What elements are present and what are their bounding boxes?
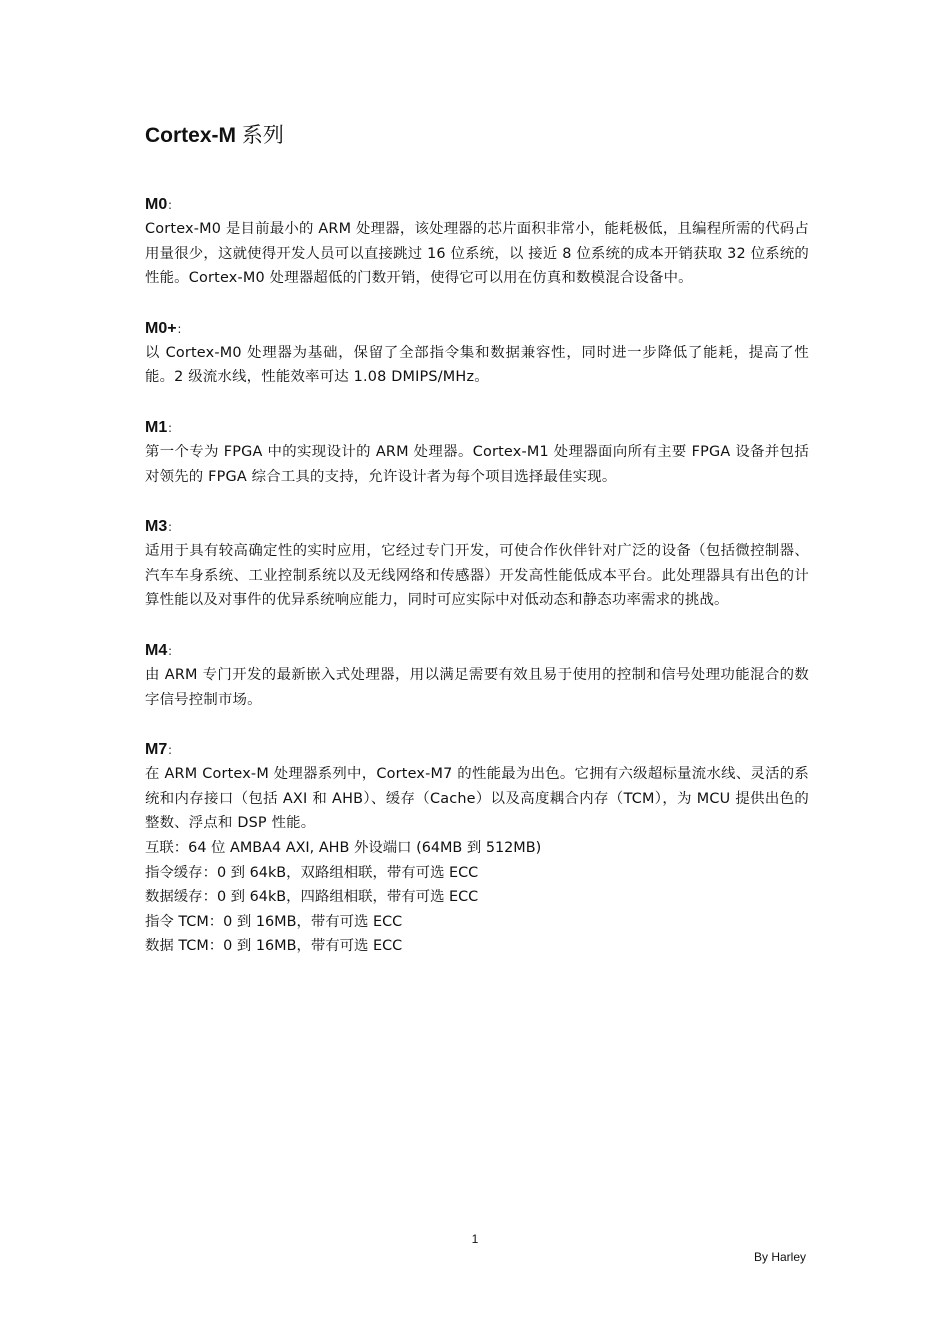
section-heading-colon: ： [176,321,189,336]
section-paragraph: 适用于具有较高确定性的实时应用，它经过专门开发，可使合作伙伴针对广泛的设备（包括微控制器、汽车车身系统、工业控制系统以及无线网络和传感器）开发高性能低成本平台。此处理器具有出色的计算性能以及对事件的优异系统响应能力，同时可应实际中对低动态和静态功率需求的挑战。 [145,543,809,609]
section-heading-colon: ： [167,643,180,658]
section-paragraph: 由 ARM 专门开发的最新嵌入式处理器，用以满足需要有效且易于使用的控制和信号处理功能混合的数字信号控制市场。 [145,666,809,708]
section-heading [145,415,809,440]
page-title [145,118,809,154]
section-paragraph: 在 ARM Cortex-M 处理器系列中，Cortex-M7 的性能最为出色。它拥有六级超标量流水线、灵活的系统和内存接口（包括 AXI 和 AHB）、缓存（Cache）以及高度耦合内存（TCM），为 MCU 提供出色的整数、浮点和 DSP 性能。 [145,766,809,832]
section-m1 [145,415,809,489]
spec-line-itcm: 指令 TCM：0 到 16MB，带有可选 ECC [145,913,403,930]
section-heading [145,737,809,762]
page-title-latin: Cortex-M [145,124,237,147]
footer-author: By Harley [753,1250,806,1264]
section-heading-colon: ： [167,420,180,435]
spec-line-interconnect: 互联：64 位 AMBA4 AXI, AHB 外设端口 (64MB 到 512MB) [145,839,542,856]
document-body [145,118,809,959]
page-number: 1 [471,1232,479,1246]
section-paragraph: Cortex-M0 是目前最小的 ARM 处理器，该处理器的芯片面积非常小，能耗极低，且编程所需的代码占用量很少，这就使得开发人员可以直接跳过 16 位系统，以 接近 8 位系统的成本开销获取 32 位系统的性能。Cortex-M0 处理器超低的门数开销，使得它可以用在仿真和数模混合设备中。 [145,221,809,287]
spec-line-dcache: 数据缓存：0 到 64kB，四路组相联，带有可选 ECC [145,889,479,906]
section-heading-label: M3 [145,518,168,536]
section-heading [145,514,809,539]
section-heading-label: M0 [145,196,168,213]
section-m0-plus [145,316,809,390]
section-heading-colon: ： [167,198,180,212]
spec-line-dtcm: 数据 TCM：0 到 16MB，带有可选 ECC [145,938,403,955]
section-heading [145,192,809,217]
section-heading-colon: ： [167,743,180,758]
section-m7 [145,737,809,959]
section-paragraph: 第一个专为 FPGA 中的实现设计的 ARM 处理器。Cortex-M1 处理器面向所有主要 FPGA 设备并包括对领先的 FPGA 综合工具的支持，允许设计者为每个项目选择最佳实现。 [145,443,809,485]
section-heading-label: M4 [145,641,168,659]
section-m3 [145,514,809,613]
section-paragraph: 以 Cortex-M0 处理器为基础，保留了全部指令集和数据兼容性，同时进一步降低了能耗，提高了性能。2 级流水线，性能效率可达 1.08 DMIPS/MHz。 [145,344,809,386]
section-heading [145,316,809,341]
section-heading [145,638,809,663]
section-m4 [145,638,809,712]
section-heading-label: M1 [145,418,168,436]
section-heading-colon: ： [167,520,180,535]
spec-line-icache: 指令缓存：0 到 64kB，双路组相联，带有可选 ECC [145,864,479,881]
section-m0 [145,192,809,291]
section-heading-label: M0+ [145,319,177,337]
section-heading-label: M7 [145,741,168,759]
page-title-cjk: 系列 [236,124,284,147]
